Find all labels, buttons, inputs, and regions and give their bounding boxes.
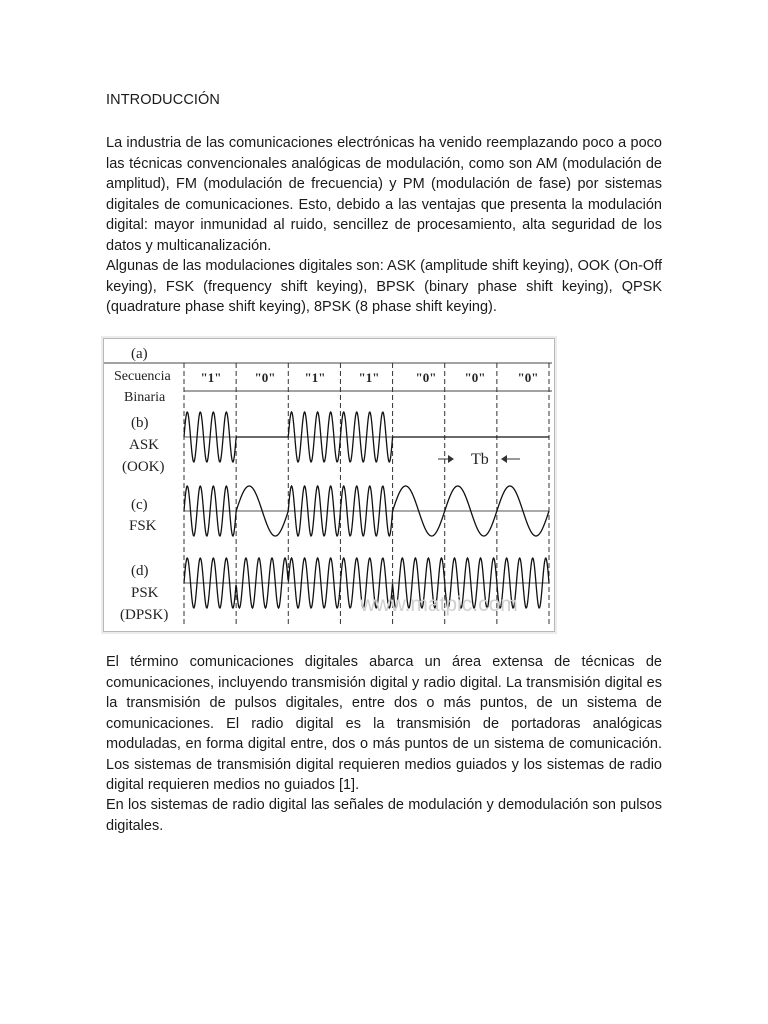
diagram-waveforms xyxy=(184,412,549,608)
bit-label: "0" xyxy=(254,370,276,385)
row-label-ask: ASK xyxy=(129,437,160,453)
bit-label: "0" xyxy=(464,370,486,385)
modulation-diagram xyxy=(104,339,554,631)
row-label-c: (c) xyxy=(131,497,148,513)
bit-label: "1" xyxy=(304,370,326,385)
paragraph-intro: La industria de las comunicaciones electrónicas ha venido reemplazando poco a poco las técnicas convencionales analógicas de modulación, como son AM (modulación de amplitud), FM (modulación de frecuencia) y PM (modulación de fase) por sistemas digitales de comunicaciones. Esto, debido a las ventajas que presenta la modulación digital: mayor inmunidad al ruido, sencillez de procesamiento, alta seguridad de los datos y multicanalización. xyxy=(106,135,662,254)
bit-label: "1" xyxy=(200,370,222,385)
row-label-secuencia: Secuencia xyxy=(114,369,171,384)
bit-label: "1" xyxy=(358,370,380,385)
paragraph-modulations-list: Algunas de las modulaciones digitales son: ASK (amplitude shift keying), OOK (On-Off keying), FSK (frequency shift keying), BPSK (binary phase shift keying), QPSK (quadrature phase shift keying), 8PSK (8 phase shift keying). xyxy=(106,258,662,315)
row-label-binaria: Binaria xyxy=(124,390,166,405)
paragraph-radio-digital: En los sistemas de radio digital las señales de modulación y demodulación son pulsos digitales. xyxy=(106,797,662,834)
section-heading: INTRODUCCIÓN xyxy=(106,92,220,108)
row-label-b: (b) xyxy=(131,415,149,431)
tb-arrow-left xyxy=(438,455,454,463)
watermark-text: www.matpic.com xyxy=(360,593,518,616)
row-label-psk: PSK xyxy=(131,585,159,601)
row-label-a: (a) xyxy=(131,346,148,362)
row-label-dpsk: (DPSK) xyxy=(120,607,169,623)
bit-label: "0" xyxy=(517,370,539,385)
paragraph-digital-communications: El término comunicaciones digitales abarca un área extensa de técnicas de comunicaciones, incluyendo transmisión digital y radio digital. La transmisión digital es la transmisión de pulsos digitales, entre dos o más puntos, de un sistema de comunicaciones. El radio digital es la transmisión de portadoras analógicas moduladas, en forma digital entre, dos o más puntos de un sistema de comunicación. Los sistemas de transmisión digital requieren medios guiados y los sistemas de radio digital requieren medios no guiados [1]. xyxy=(106,654,662,793)
bit-label: "0" xyxy=(415,370,437,385)
tb-arrow-right xyxy=(501,455,520,463)
ask-waveform xyxy=(184,412,549,462)
row-label-ook: (OOK) xyxy=(122,459,165,475)
tb-label: Tb xyxy=(471,451,489,468)
row-label-d: (d) xyxy=(131,563,149,579)
row-label-fsk: FSK xyxy=(129,518,157,534)
modulation-figure xyxy=(103,338,555,632)
